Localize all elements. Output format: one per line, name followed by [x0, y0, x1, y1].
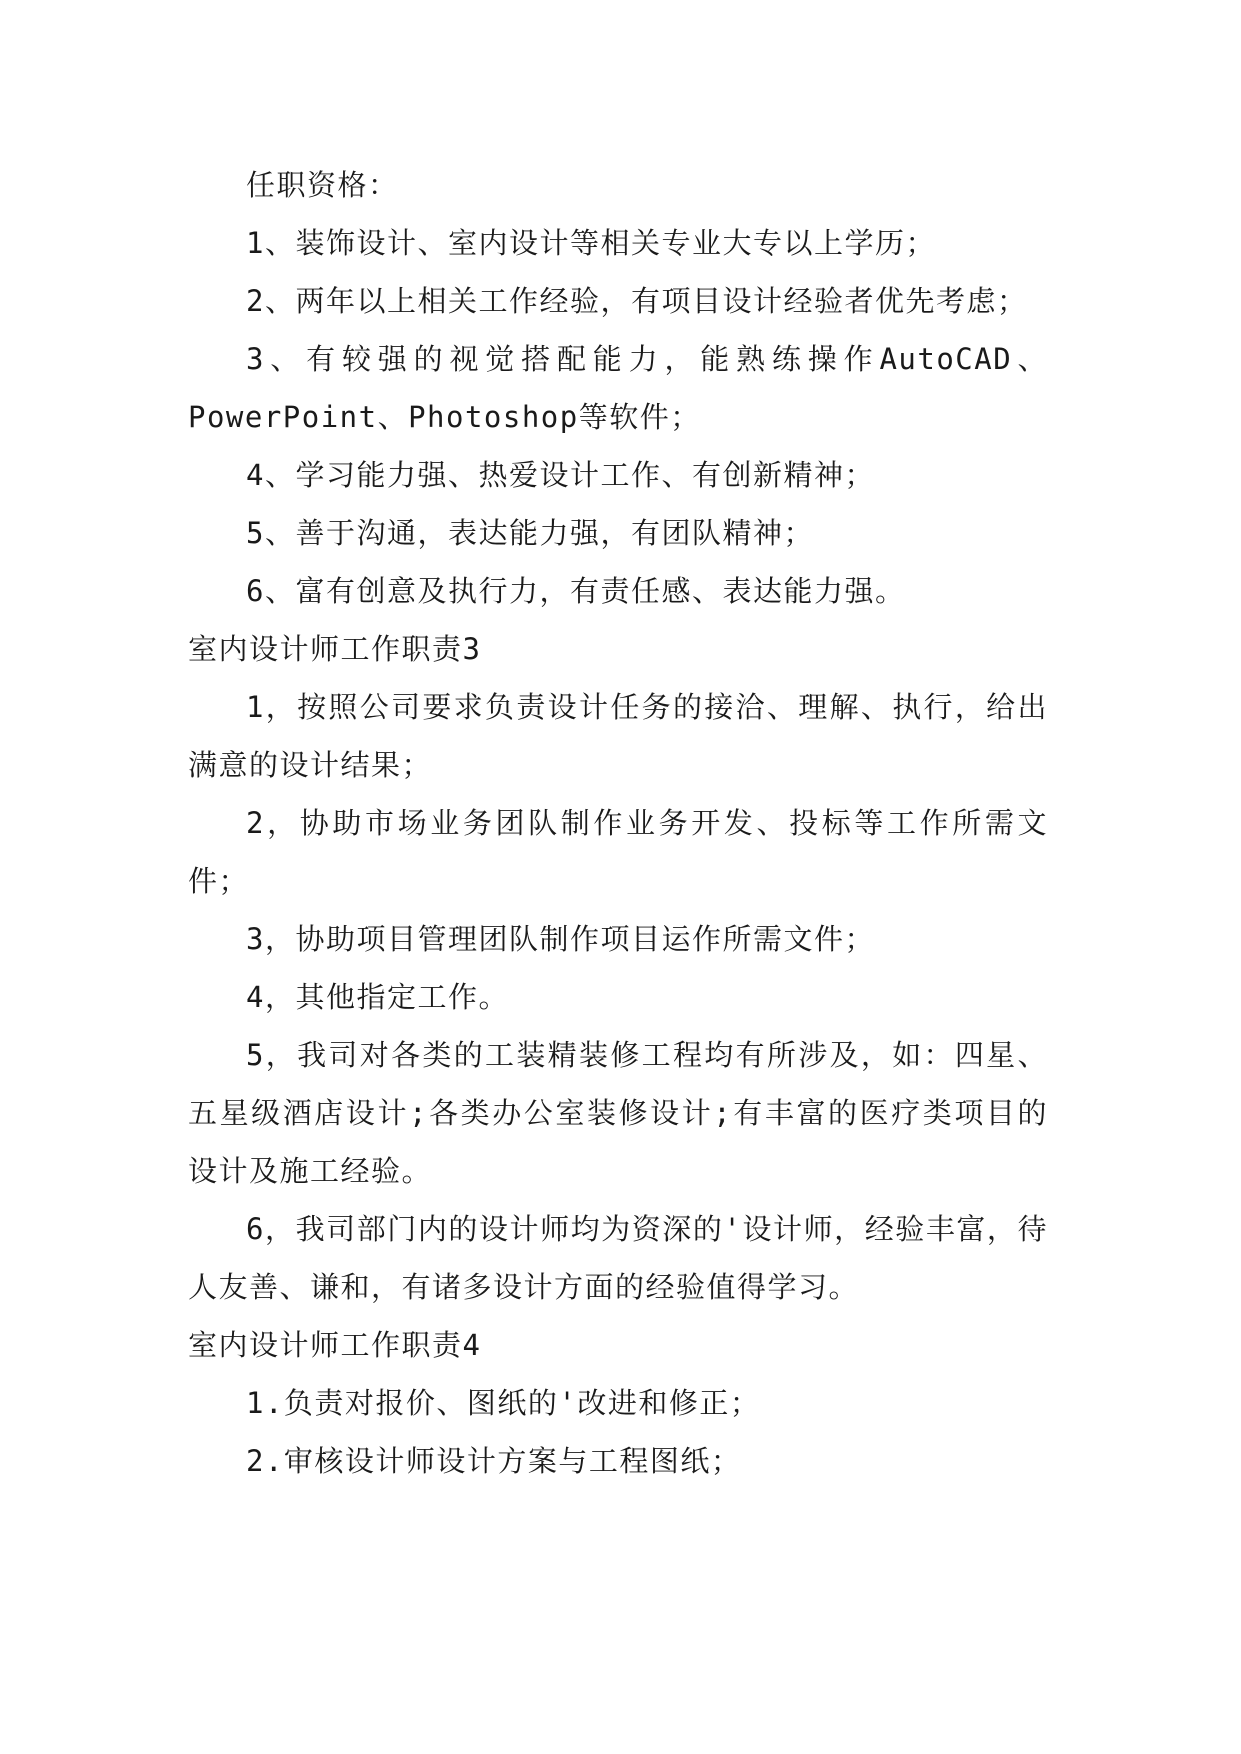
qualification-item: 5、善于沟通，表达能力强，有团队精神； [246, 516, 814, 550]
duty-item: 1，按照公司要求负责设计任务的接洽、理解、执行，给出满意的设计结果； [188, 690, 1048, 782]
duty-item: 4，其他指定工作。 [246, 980, 509, 1014]
qualification-item: 1、装饰设计、室内设计等相关专业大专以上学历； [246, 226, 936, 260]
duty-item: 3，协助项目管理团队制作项目运作所需文件； [246, 922, 875, 956]
document-body [188, 156, 1048, 1490]
section-heading-4: 室内设计师工作职责4 [188, 1328, 482, 1362]
duty-item: 5，我司对各类的工装精装修工程均有所涉及，如：四星、五星级酒店设计;各类办公室装修设计;有丰富的医疗类项目的设计及施工经验。 [188, 1038, 1048, 1188]
qualification-item: 4、学习能力强、热爱设计工作、有创新精神； [246, 458, 875, 492]
duty-item: 1.负责对报价、图纸的'改进和修正； [246, 1386, 761, 1420]
section-heading-3: 室内设计师工作职责3 [188, 632, 482, 666]
qualification-item: 2、两年以上相关工作经验，有项目设计经验者优先考虑； [246, 284, 1028, 318]
duty-item: 2，协助市场业务团队制作业务开发、投标等工作所需文件； [188, 806, 1048, 898]
qualification-item: 3、有较强的视觉搭配能力，能熟练操作AutoCAD、PowerPoint、Photoshop等软件； [188, 342, 1048, 434]
qualification-item: 6、富有创意及执行力，有责任感、表达能力强。 [246, 574, 906, 608]
duty-item: 2.审核设计师设计方案与工程图纸； [246, 1444, 742, 1478]
qualifications-title: 任职资格： [246, 168, 399, 202]
duty-item: 6，我司部门内的设计师均为资深的'设计师，经验丰富，待人友善、谦和，有诸多设计方面的经验值得学习。 [188, 1212, 1048, 1304]
